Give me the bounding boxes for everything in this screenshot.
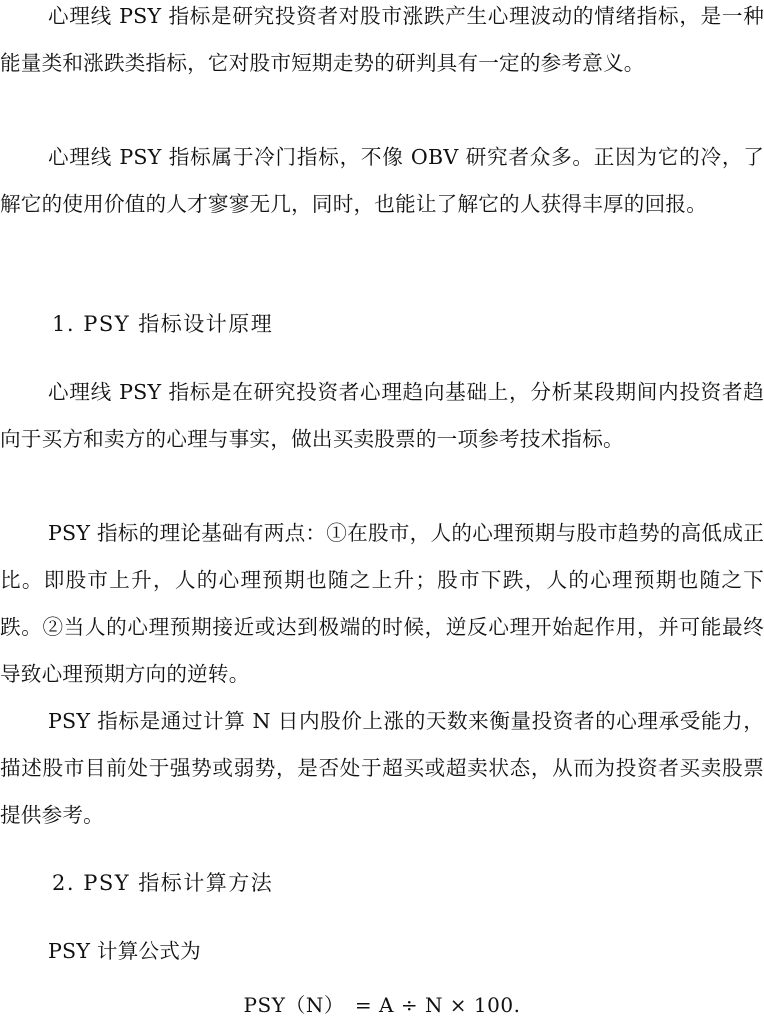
section-1-paragraph-2: PSY 指标的理论基础有两点：①在股市，人的心理预期与股市趋势的高低成正比。即股市上升，人的心理预期也随之上升；股市下跌，人的心理预期也随之下跌。②当人的心理预期接近或达到极端的时候，逆反心理开始起作用，并可能最终导致心理预期方向的逆转。	[0, 521, 764, 686]
intro-paragraph-2: 心理线 PSY 指标属于冷门指标，不像 OBV 研究者众多。正因为它的冷，了解它的使用价值的人才寥寥无几，同时，也能让了解它的人获得丰厚的回报。	[0, 145, 764, 216]
section-1-heading: 1. PSY 指标设计原理	[52, 312, 274, 336]
section-1-paragraph-3: PSY 指标是通过计算 N 日内股价上涨的天数来衡量投资者的心理承受能力，描述股市目前处于强势或弱势，是否处于超买或超卖状态，从而为投资者买卖股票提供参考。	[0, 709, 764, 827]
formula-intro: PSY 计算公式为	[48, 939, 201, 963]
section-1-paragraph-1: 心理线 PSY 指标是在研究投资者心理趋向基础上，分析某段期间内投资者趋向于买方和卖方的心理与事实，做出买卖股票的一项参考技术指标。	[0, 380, 764, 451]
psy-formula: PSY（N） = A ÷ N × 100.	[243, 993, 521, 1017]
intro-paragraph-1: 心理线 PSY 指标是研究投资者对股市涨跌产生心理波动的情绪指标，是一种能量类和涨跌类指标，它对股市短期走势的研判具有一定的参考意义。	[0, 4, 764, 75]
section-2-heading: 2. PSY 指标计算方法	[52, 871, 274, 895]
